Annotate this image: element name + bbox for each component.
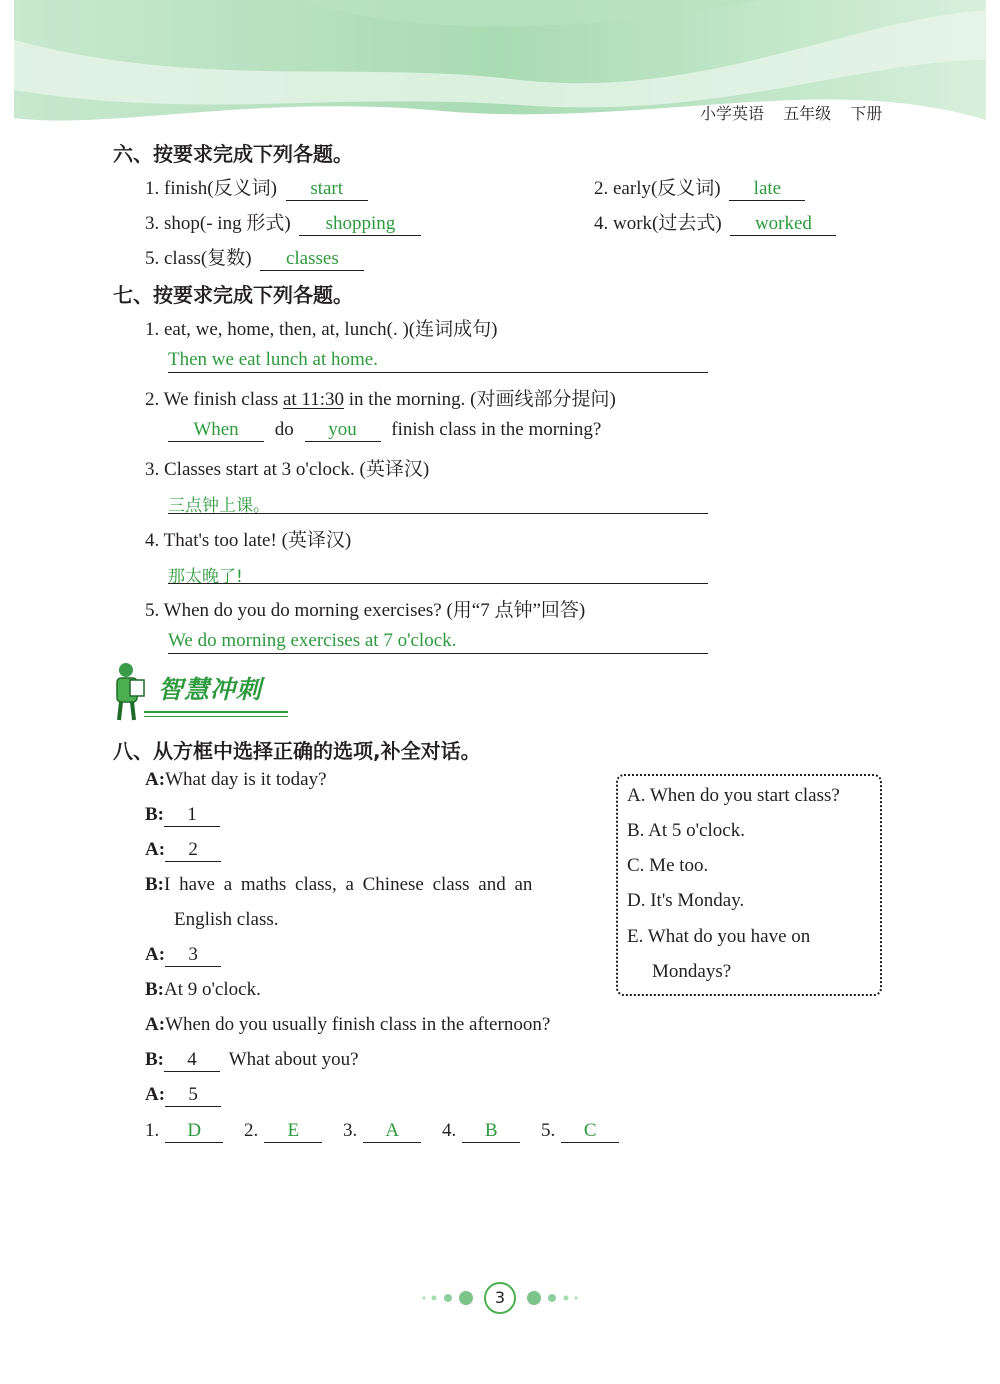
s7-q3: 3. Classes start at 3 o'clock. (英译汉) xyxy=(145,459,430,480)
s6-item-4: 4. work(过去式) worked xyxy=(594,208,836,236)
s7-a3: 三点钟上课。 xyxy=(168,496,270,516)
answer-line xyxy=(168,583,708,584)
s6-item-2: 2. early(反义词) late xyxy=(594,173,805,201)
answer-line xyxy=(168,513,708,514)
answers-row: 1. D 2. E 3. A 4. B 5. C xyxy=(145,1120,619,1143)
s7-a4: 那太晚了! xyxy=(168,567,243,587)
answer-line xyxy=(168,372,708,373)
grade: 五年级 xyxy=(783,104,832,123)
s7-q2: 2. We finish class at 11:30 in the morning. (对画线部分提问) xyxy=(145,389,616,410)
dialogue-blank-5: 5 xyxy=(165,1084,221,1107)
s7-a5: We do morning exercises at 7 o'clock. xyxy=(168,630,457,651)
dialogue-blank-2: 2 xyxy=(165,839,221,862)
s6-answer-1: start xyxy=(286,178,368,201)
volume: 下册 xyxy=(850,104,883,123)
dialogue-line-6: B:At 9 o'clock. xyxy=(145,979,261,1000)
s7-a2: When do you finish class in the morning? xyxy=(168,419,601,442)
book-name: 小学英语 xyxy=(700,104,765,123)
option-b: B. At 5 o'clock. xyxy=(627,820,745,841)
dialogue-line-4: B:I have a maths class, a Chinese class and an xyxy=(145,874,533,895)
answer-4: B xyxy=(462,1120,520,1143)
option-e: E. What do you have on xyxy=(627,926,811,947)
answer-5: C xyxy=(561,1120,619,1143)
dialogue-line-7: A:When do you usually finish class in the afternoon? xyxy=(145,1014,551,1035)
banner-title: 智慧冲刺 xyxy=(158,675,263,704)
option-e-cont: Mondays? xyxy=(652,961,732,982)
s7-a2-blank-1: When xyxy=(168,419,264,442)
section7-title: 七、按要求完成下列各题。 xyxy=(113,283,353,307)
s6-item-5: 5. class(复数) classes xyxy=(145,243,364,271)
section8-title: 八、从方框中选择正确的选项,补全对话。 xyxy=(113,739,481,763)
dialogue-line-8: B: 4 What about you? xyxy=(145,1049,359,1070)
dialogue-line-3: A: 2 xyxy=(145,839,221,862)
dialogue-line-9: A: 5 xyxy=(145,1084,221,1107)
dialogue-blank-4: 4 xyxy=(164,1049,220,1072)
dialogue-line-5: A: 3 xyxy=(145,944,221,967)
banner-underline xyxy=(144,711,288,717)
page-footer xyxy=(420,1280,580,1316)
s6-answer-2: late xyxy=(729,178,805,201)
s6-answer-3: shopping xyxy=(299,213,421,236)
dialogue-blank-1: 1 xyxy=(164,804,220,827)
dialogue-line-2: B: 1 xyxy=(145,804,220,827)
s7-q1: 1. eat, we, home, then, at, lunch(. )(连词成句) xyxy=(145,319,498,340)
option-a: A. When do you start class? xyxy=(627,785,840,806)
s7-q5: 5. When do you do morning exercises? (用“7 点钟”回答) xyxy=(145,600,586,621)
s7-a2-blank-2: you xyxy=(305,419,381,442)
page-number: 3 xyxy=(494,1288,506,1307)
section6-title: 六、按要求完成下列各题。 xyxy=(113,142,353,166)
s7-a1: Then we eat lunch at home. xyxy=(168,349,378,370)
option-d: D. It's Monday. xyxy=(627,890,745,911)
dialogue-line-4b: English class. xyxy=(174,909,279,930)
answer-3: A xyxy=(363,1120,421,1143)
s6-answer-4: worked xyxy=(730,213,836,236)
dialogue-line-1: A:What day is it today? xyxy=(145,769,327,790)
banner xyxy=(108,660,298,722)
s7-q4: 4. That's too late! (英译汉) xyxy=(145,530,352,551)
underlined-phrase: at 11:30 xyxy=(282,389,345,410)
dialogue-blank-3: 3 xyxy=(165,944,221,967)
s6-answer-5: classes xyxy=(260,248,364,271)
answer-line xyxy=(168,653,708,654)
s6-item-3: 3. shop(- ing 形式) shopping xyxy=(145,208,421,236)
book-title xyxy=(700,101,882,124)
s6-item-1: 1. finish(反义词) start xyxy=(145,173,368,201)
option-c: C. Me too. xyxy=(627,855,709,876)
answer-1: D xyxy=(165,1120,223,1143)
answer-2: E xyxy=(264,1120,322,1143)
